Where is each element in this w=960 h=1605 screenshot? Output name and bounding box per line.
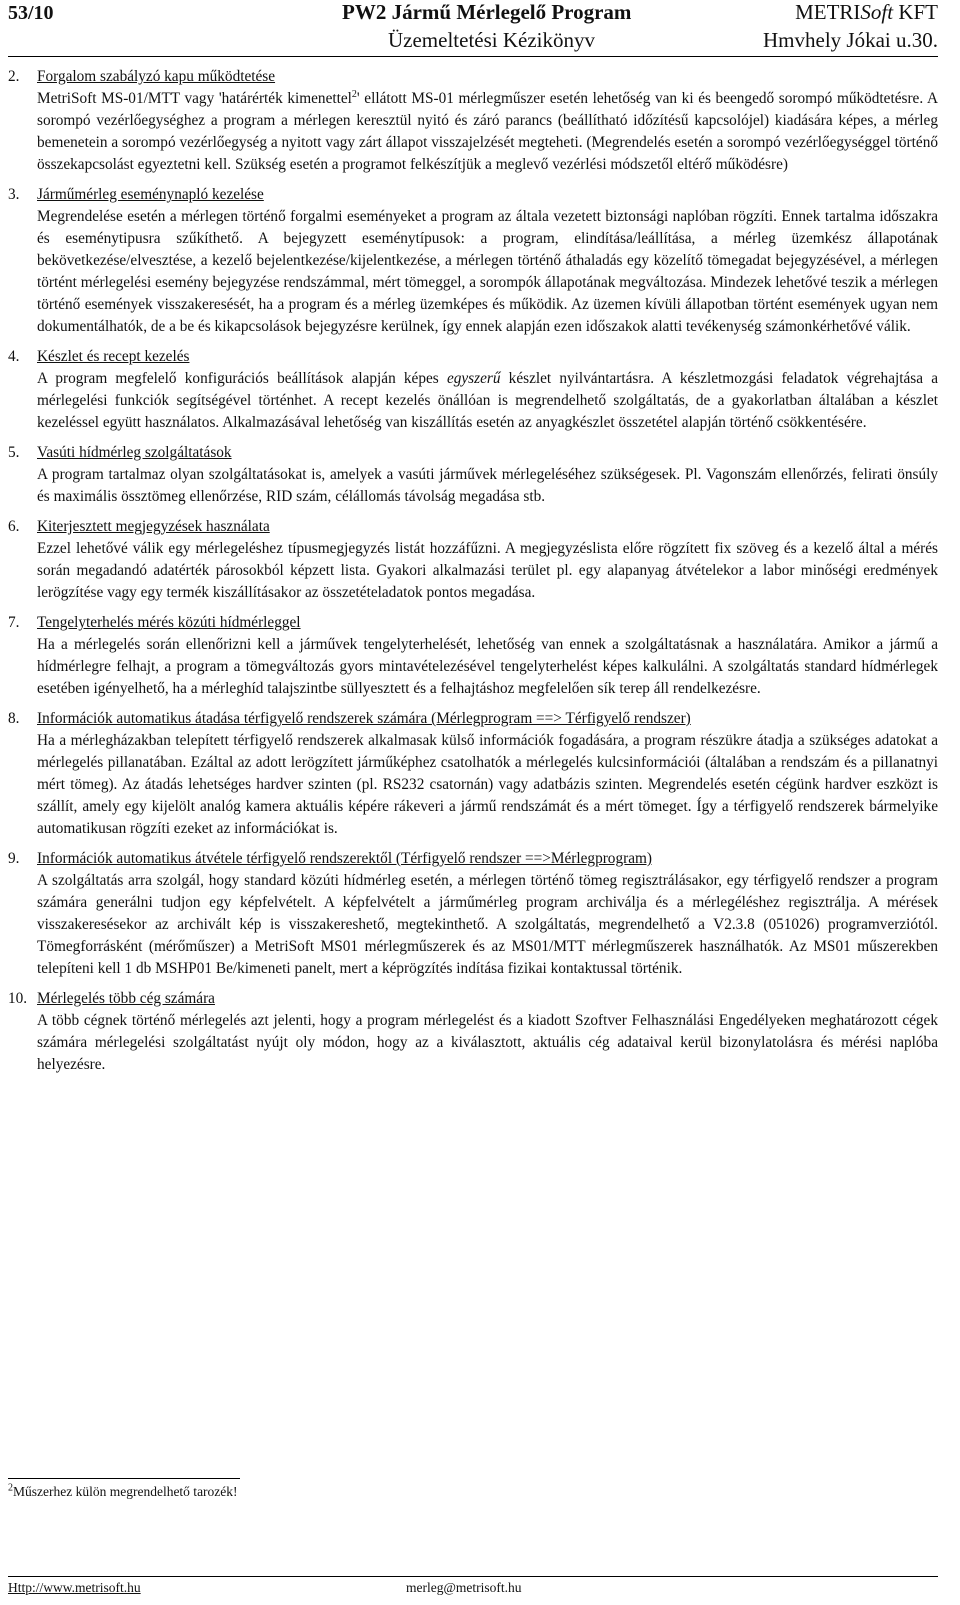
item-body: A több cégnek történő mérlegelés azt jelenti, hogy a program mérlegelést és a kiadott Szoftver Felhasználási Engedélyeken meghatározott cégek számára mérlegelési szolgáltatást nyújt oly módon, hogy az a kiválasztott, aktuális cég adataival kerül bizonylatolásra és mérési naplóba helyezésre. (37, 1012, 938, 1073)
item-body: Ha a mérlegelés során ellenőrizni kell a járművek tengelyterhelését, lehetőség van ennek a szolgáltatásnak a használatára. Amikor a jármű a hídmérlegre felhajt, a program a tömegváltozás gyors mintavételezésével tengelyterhelést képes kalkulálni. A szolgáltatás standard hídmérlegek esetében igényelhető, ha a mérleghíd talajszintbe süllyesztett és a felhajtáshoz megfelelően sík terep áll rendelkezésre. (37, 636, 938, 697)
item-title: Mérlegelés több cég számára (37, 990, 215, 1007)
list-item (8, 66, 938, 176)
item-body-emphasis: egyszerű (446, 370, 501, 387)
list-item (8, 346, 938, 434)
item-number: 4. (8, 348, 20, 365)
list-item (8, 184, 938, 338)
document-body (8, 66, 938, 1084)
list-item (8, 988, 938, 1076)
list-item (8, 612, 938, 700)
item-number: 3. (8, 186, 20, 203)
item-number: 2. (8, 68, 20, 85)
item-title: Járműmérleg eseménynapló kezelése (37, 186, 264, 203)
item-number: 5. (8, 444, 20, 461)
page-number: 53/10 (8, 2, 54, 24)
list-item (8, 708, 938, 840)
item-body: A szolgáltatás arra szolgál, hogy standard közúti hídmérleg esetén, a mérlegen történő tömeg regisztrálásakor, egy térfigyelő rendszer a program számára generálni tudjon egy képfelvételt. A képfelvételt a járműmérleg program archiválja és a mérlegéléshez regisztrálja. A mérések visszakeresésekor az archivált kép is visszakereshető, megtekinthető. A szolgáltatás, megrendelhető a V2.3.8 (051026) programverziótól. Tömegforrásként (mérőműszer) a MetriSoft MS01 mérlegműszerek és az MS01/MTT mérlegműszerek használhatók. Az MS01 műszerekben telepíteni kell 1 db MSHP01 Be/kimeneti panelt, mert a képrögzítés indítása fizikai kontaktussal történik. (37, 872, 938, 977)
item-body: Ha a mérlegházakban telepített térfigyelő rendszerek alkalmasak külső információk fogadására, a program részükre átadja a szükséges adatokat a mérlegelés pillanatában. Ezáltal az adott lerögzített járműképhez csatolhatók a mérlegelés kulcsinformációi (általában a rendszám és a pillanatnyi mért tömeg). Az átadás lehetséges hardver szinten (pl. RS232 csatornán) vagy adatbázis szinten. Megrendelés esetén cégünk hardver eszközt is szállít, amely egy kijelölt analóg kamera aktuális képére rákeveri a jármű rendszámát és a mért tömeget. Így a térfigyelő rendszerek bármelyike automatikusan rögzíti ezeket az információkat is. (37, 732, 938, 837)
footnote-divider (8, 1478, 240, 1479)
item-number: 6. (8, 518, 20, 535)
company-address: Hmvhely Jókai u.30. (763, 28, 938, 52)
list-item (8, 516, 938, 604)
item-body-text: ' ellátott MS-01 mérlegműszer esetén lehetőség van ki és beengedő sorompó működtetésre. A sorompó vezérlőegységhez a program a mérlegen keresztül nyitó és záró parancs (beállítható időzítésű kapcsolójel) kiadására képes, a mérleg bemenetein a sorompó vezérlőegység a nyitott vagy zárt állapot visszajelzését megteheti. (Megrendelés esetén a sorompó vezérlőegységgel történő összekapcsolást egyeztetni kell. Szükség esetén a programot felkészítjük a meglevő vezérlési módszetől eltérő működésre) (37, 90, 938, 173)
item-title: Információk automatikus átvétele térfigyelő rendszerektől (Térfigyelő rendszer ==>Mérlegprogram) (37, 850, 652, 867)
footnote-reference[interactable]: 2 (351, 88, 357, 100)
footnote (8, 1484, 238, 1500)
item-number: 8. (8, 710, 20, 727)
item-number: 9. (8, 850, 20, 867)
item-title: Információk automatikus átadása térfigyelő rendszerek számára (Mérlegprogram ==> Térfigyelő rendszer) (37, 710, 691, 727)
company-suffix: KFT (893, 0, 938, 24)
document-subtitle: Üzemeltetési Kézikönyv (388, 28, 596, 52)
footnote-mark: 2 (8, 1482, 13, 1494)
item-body-text: A program megfelelő konfigurációs beállítások alapján képes (37, 370, 447, 387)
item-title: Vasúti hídmérleg szolgáltatások (37, 444, 232, 461)
item-body (37, 368, 938, 434)
item-number: 10. (8, 990, 28, 1007)
item-body: Megrendelése esetén a mérlegen történő forgalmi eseményeket a program az általa vezetett biztonsági naplóban rögzíti. Ennek tartalma időszakra és eseménytipusra szűkíthető. A bejegyzett eseménytípusok: a program, elindítása/leállítása, a mérleg üzemkész állapotának bekövetkezése/elvesztése, a kezelő bejelentkezése/kijelentkezése, a mérlegen történő áthaladás egy közelítő tömegadat bejegyzésével, a mérlegen történt mérlegelési esemény bejegyzése rendszámmal, mért tömeggel, a sorompók állapotának megváltozása. Mindezek lehetővé teszik a mérlegen történő események visszakeresését, ha a program és a mérleg üzemképes és működik. Az üzemen kívüli állapotban történt események ugyan nem dokumentálhatók, de a be és kikapcsolások bejegyzésre kerülnek, így ennek alapján ezen időszakok alatti tevékenység számonkérhetővé válik. (37, 208, 938, 335)
company-prefix: METRI (795, 0, 861, 24)
item-title: Tengelyterhelés mérés közúti hídmérleggel (37, 614, 301, 631)
item-title: Kiterjesztett megjegyzések használata (37, 518, 270, 535)
document-title: PW2 Jármű Mérlegelő Program (342, 0, 632, 24)
company-italic: Soft (860, 0, 894, 24)
website-link[interactable]: Http://www.metrisoft.hu (8, 1580, 141, 1595)
page-footer (8, 1576, 938, 1596)
item-title: Készlet és recept kezelés (37, 348, 190, 365)
list-item (8, 442, 938, 508)
list-item (8, 848, 938, 980)
item-number: 7. (8, 614, 20, 631)
item-title: Forgalom szabályzó kapu működtetése (37, 68, 276, 85)
item-body (37, 88, 938, 176)
footnote-text: Műszerhez külön megrendelhető tarozék! (13, 1484, 238, 1499)
item-body: Ezzel lehetővé válik egy mérlegeléshez típusmegjegyzés listát hozzáfűzni. A megjegyzéslista előre rögzített fix szöveg és a kezelő által a mérés során megadandó adatérték párosokból képzett lista. Gyakori alkalmazási terület pl. egy alapanyag átvételekor a labor minőségi eredmények lerögzítése vagy egy termék kiszállításakor az összetételadatok pontos megadása. (37, 540, 938, 601)
item-body-text: készlet nyilvántartásra. A készletmozgási feladatok végrehajtása a mérlegelési funkciók segítségével történhet. A recept kezelés önállóan is megrendelhető szolgáltatás, de a gyakorlatban általában a készlet kezeléssel együtt használatos. Alkalmazásával lehetőség van kiszállítás esetén az anyagkészlet összetétel alapján történő csökkentésére. (37, 370, 938, 431)
item-body-text: MetriSoft MS-01/MTT vagy 'határérték kimenettel (37, 90, 352, 107)
contact-email: merleg@metrisoft.hu (406, 1580, 522, 1595)
company-name (795, 0, 938, 25)
page-header (8, 0, 938, 57)
item-body: A program tartalmaz olyan szolgáltatásokat is, amelyek a vasúti járművek mérlegeléséhez szükségesek. Pl. Vagonszám ellenőrzés, felirati önsúly és maximális össztömeg ellenőrzése, RID szám, célállomás távolság megadása stb. (37, 466, 938, 505)
